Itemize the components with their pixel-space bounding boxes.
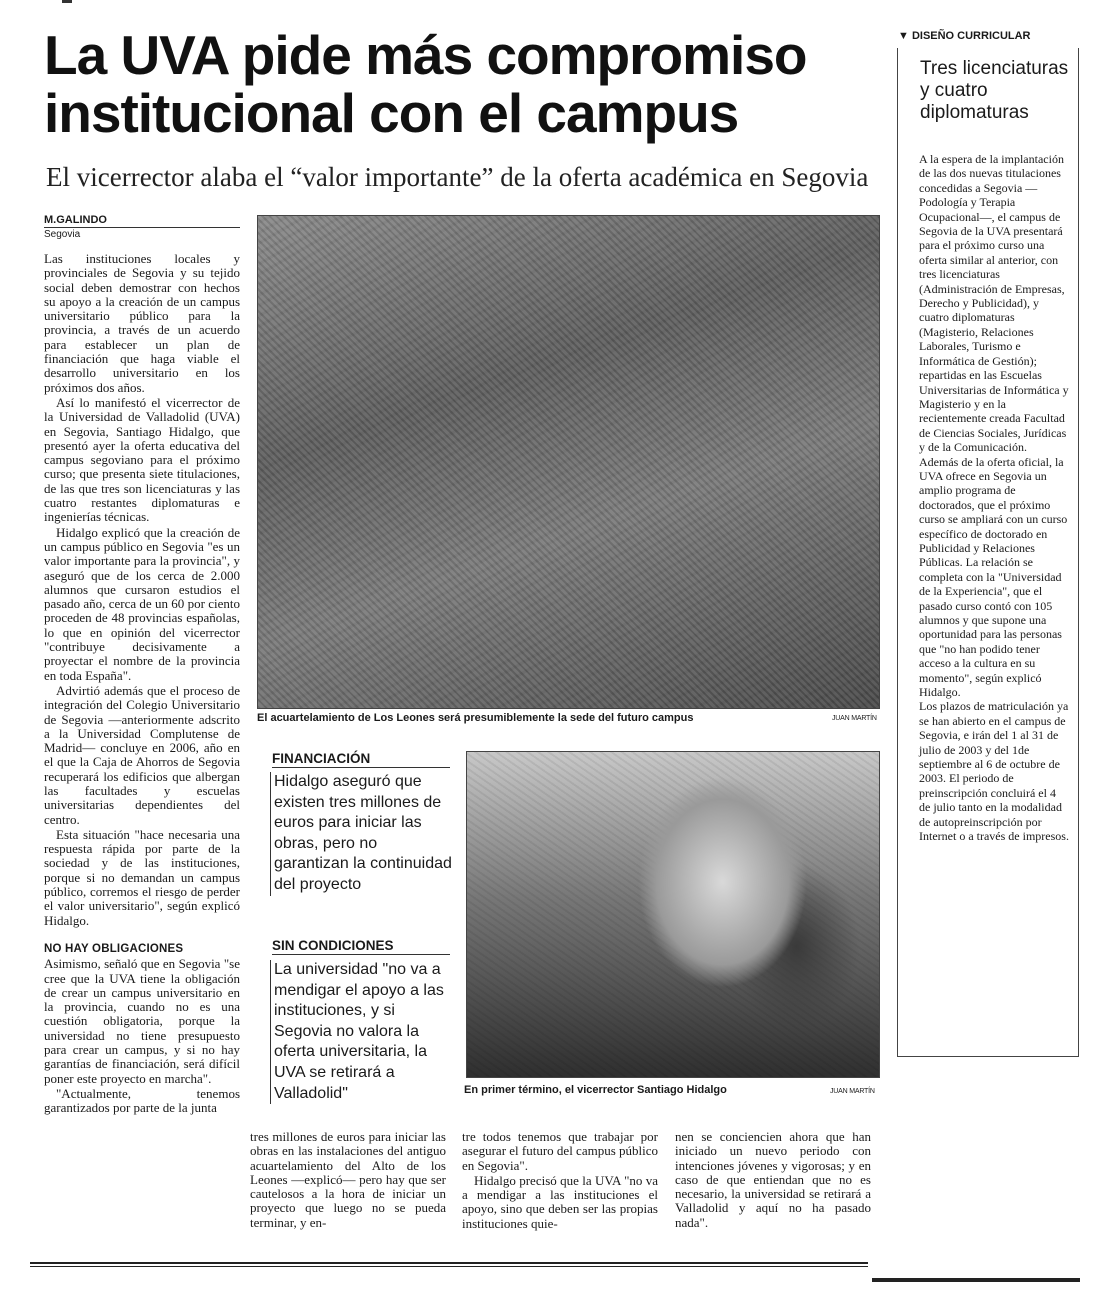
subtitle: El vicerrector alaba el “valor importante” de la oferta académica en Segovia [46, 162, 869, 192]
paragraph: Hidalgo precisó que la UVA "no va a mendigar a las instituciones el apoyo, sino que deben ser las propias instituciones quie- [462, 1172, 658, 1231]
photo-credit: JUAN MARTÍN [830, 1088, 875, 1095]
bottom-rule [30, 1262, 868, 1264]
headline [44, 26, 879, 142]
photo-caption: En primer término, el vicerrector Santiago Hidalgo [464, 1084, 727, 1096]
column-2-continuation [250, 1130, 446, 1231]
paragraph: Los plazos de matriculación ya se han abierto en el campus de Segovia, e irán del 1 al 31 de julio de 2003 y del 1de septiembre al 6 de octubre de 2003. El periodo de preinscripción concluirá el 4 de julio tanto en la modalidad de autopreinscripción por Internet o a través de impresos. [919, 699, 1069, 844]
pullquote-kicker: FINANCIACIÓN [272, 750, 450, 768]
paragraph: A la espera de la implantación de las dos nuevas titulaciones concedidas a Segovia —Podología y Terapia Ocupacional—, el campus de Segovia de la UVA presentará para el próximo curso una oferta similar al anterior, con tres licenciaturas (Administración de Empresas, Derecho y Publicidad), y cuatro diplomaturas (Magisterio, Relaciones Laborales, Turismo e Informática de Gestión); repartidas en las Escuelas Universitarias de Informática y Magisterio y en la recientemente creada Facultad de Ciencias Sociales, Jurídicas y de la Comunicación. [919, 152, 1069, 455]
paragraph: Advirtió además que el proceso de integración del Colegio Universitario de Segovia —anteriormente adscrito a la Universidad Complutense de Madrid— concluye en 2006, año en el que la Caja de Ahorros de Segovia recuperará los edificios que albergan las facultades y escuelas universitarias dependientes del centro. [44, 682, 240, 827]
section-subhead: NO HAY OBLIGACIONES [44, 942, 184, 955]
byline: M.GALINDO [44, 214, 240, 228]
paragraph: nen se conciencien ahora que han iniciado un nuevo periodo con intenciones jóvenes y vigorosas; y en caso de que entiendan que no es necesario, la universidad se retirará a Valladolid y aquí no ha pasado nada". [675, 1129, 871, 1230]
column-3-continuation [462, 1130, 658, 1232]
vicerrector-portrait-photo [466, 751, 880, 1078]
headline-line-1: La UVA pide más compromiso [44, 24, 807, 86]
photo-caption: El acuartelamiento de Los Leones será presumiblemente la sede del futuro campus [257, 712, 694, 724]
corner-mark [62, 0, 72, 3]
sidebar-kicker: ▼ DISEÑO CURRICULAR [898, 30, 1031, 42]
paragraph: tres millones de euros para iniciar las obras en las instalaciones del antiguo acuartelamiento del Alto de los Leones —explicó— pero hay que ser cautelosos a la hora de iniciar un proyecto que luego no se pueda terminar, y en- [250, 1129, 446, 1230]
paragraph: Así lo manifestó el vicerrector de la Universidad de Valladolid (UVA) en Segovia, Santiago Hidalgo, que presentó ayer la oferta educativa del campus segoviano para el próximo curso; que presenta siete titulaciones, de las que tres son licenciaturas y las cuatro restantes diplomaturas e ingenierías técnicas. [44, 394, 240, 525]
paragraph: Asimismo, señaló que en Segovia "se cree que la UVA tiene la obligación de crear un campus universitario en la provincia, cuando no es una cuestión obligatoria, porque la universidad no tiene presupuesto para crear un campus, y si no hay garantías de financiación, será difícil poner este proyecto en marcha". [44, 956, 240, 1086]
paragraph: tre todos tenemos que trabajar por asegurar el futuro del campus público en Segovia". [462, 1129, 659, 1173]
location: Segovia [44, 229, 81, 240]
pullquote-kicker: SIN CONDICIONES [272, 937, 450, 955]
photo-credit: JUAN MARTÍN [832, 715, 877, 722]
column-4-continuation [675, 1130, 871, 1231]
paragraph: Esta situación "hace necesaria una respuesta rápida por parte de la sociedad y de las instituciones, porque si no demandan un campus público, corremos el riesgo de perder el valor universitario", según explicó Hidalgo. [44, 826, 240, 928]
pullquote: La universidad "no va a mendigar el apoyo a las instituciones, y si Segovia no valora la oferta universitaria, la UVA se retirará a Valladolid" [270, 960, 456, 1104]
pullquote: Hidalgo aseguró que existen tres millones de euros para iniciar las obras, pero no garantizan la continuidad del proyecto [270, 772, 456, 896]
paragraph: "Actualmente, tenemos garantizados por parte de la junta [44, 1085, 240, 1116]
paragraph: Las instituciones locales y provinciales de Segovia y su tejido social deben demostrar con hechos su apoyo a la creación de un campus universitario público para la provincia, a través de un acuerdo para establecer un plan de financiación que haga viable el desarrollo universitario en los próximos dos años. [44, 251, 240, 395]
sidebar-text [919, 152, 1069, 844]
bottom-rule [872, 1278, 1080, 1282]
sidebar-title: Tres licenciaturas y cuatro diplomaturas [920, 58, 1069, 123]
campus-aerial-photo [257, 215, 880, 709]
headline-line-2: institucional con el campus [44, 82, 739, 144]
column-1 [44, 252, 240, 1117]
bottom-rule [30, 1266, 868, 1267]
paragraph: Además de la oferta oficial, la UVA ofrece en Segovia un amplio programa de doctorados, que el próximo curso se ampliará con un curso específico de doctorado en Publicidad y Relaciones Públicas. La relación se completa con la "Universidad de la Experiencia", que el pasado curso contó con 105 alumnos y que supone una oportunidad para las personas que "no han podido tener acceso a la cultura en su momento", según explicó Hidalgo. [919, 454, 1068, 700]
paragraph: Hidalgo explicó que la creación de un campus público en Segovia "es un valor importante para la provincia", y aseguró que de los cerca de 2.000 alumnos que cursaron estudios el pasado año, cerca de un 60 por ciento proceden de 48 provincias españolas, lo que en opinión del vicerrector "contribuye decisivamente a proyectar el nombre de la provincia en toda España". [44, 524, 240, 683]
